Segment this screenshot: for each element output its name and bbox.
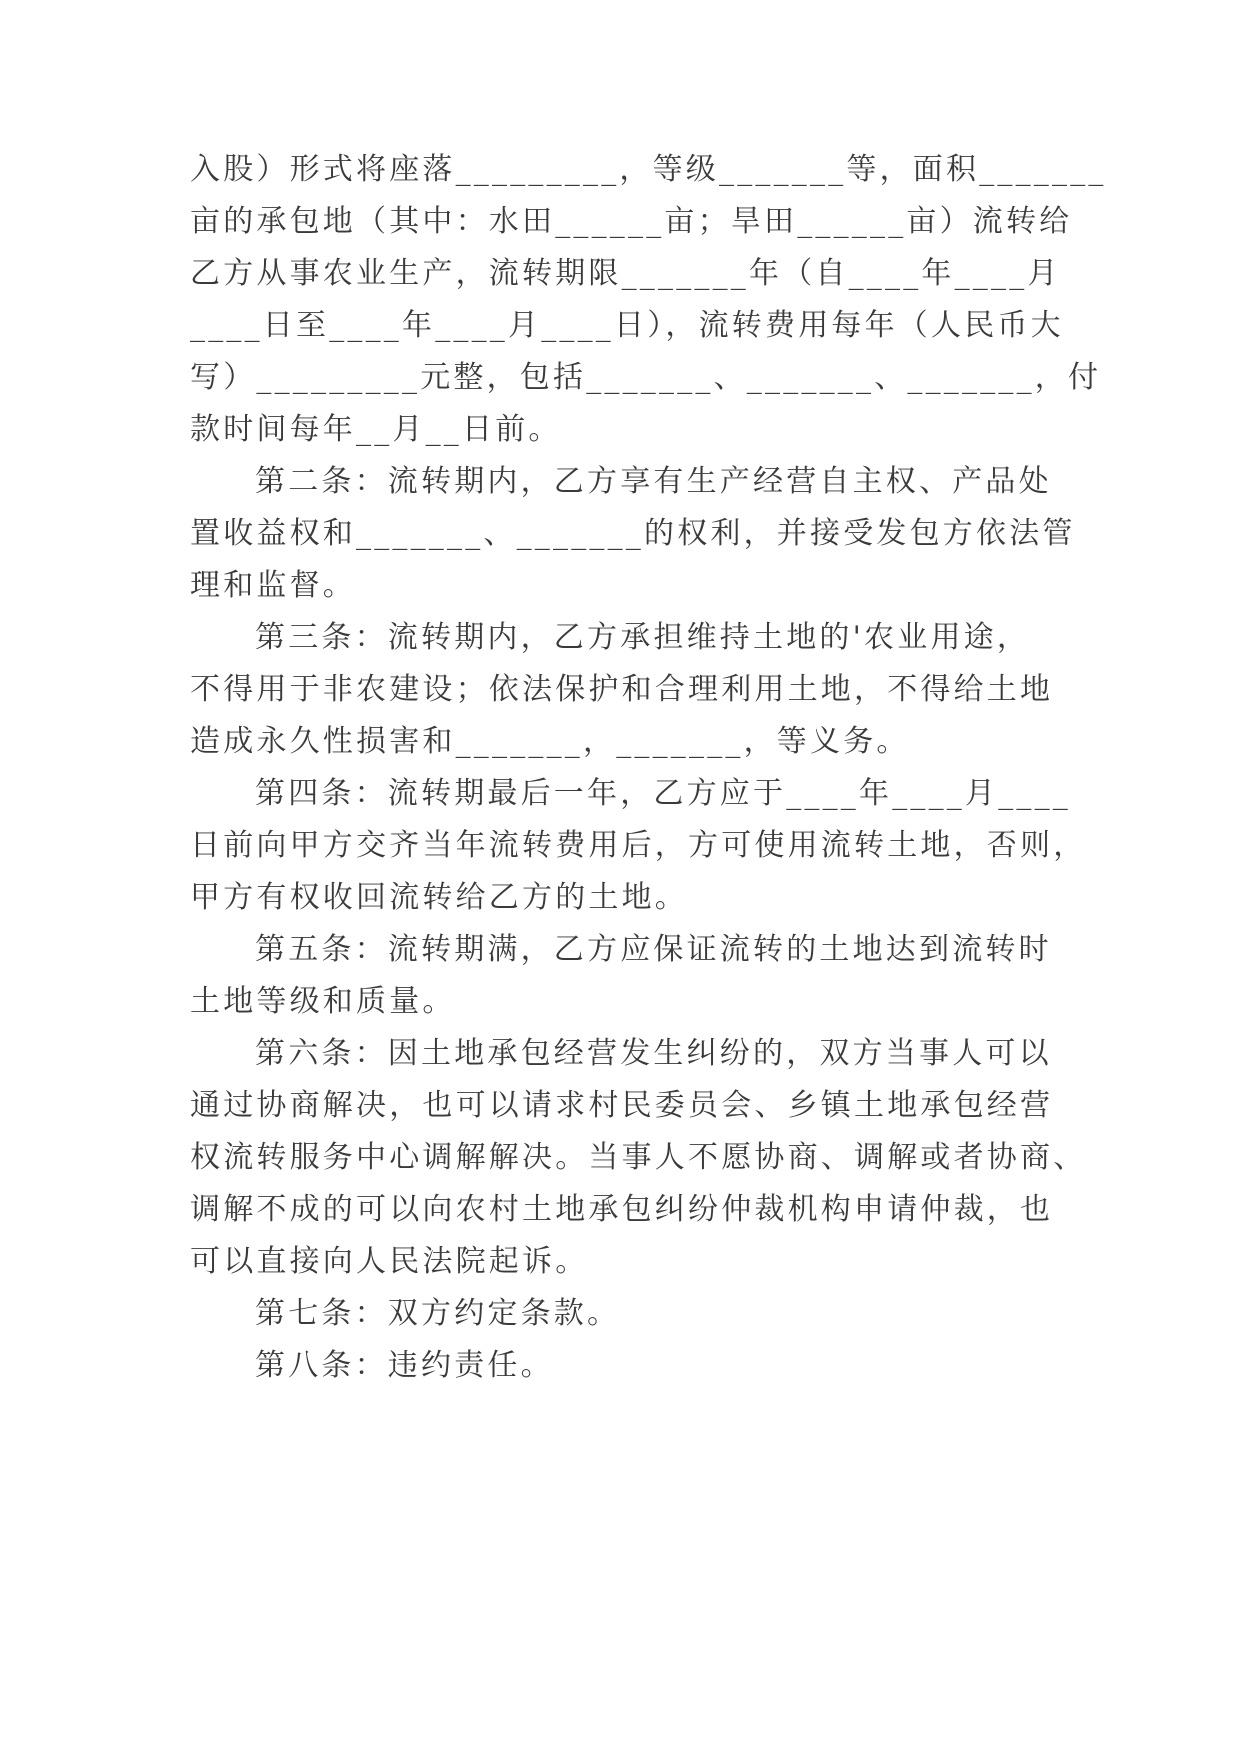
text-line: 入股）形式将座落_________，等级_______等，面积_______	[190, 152, 1107, 187]
text-line: 权流转服务中心调解解决。当事人不愿协商、调解或者协商、	[190, 1140, 1087, 1175]
text-line: 理和监督。	[190, 568, 356, 603]
article-2-heading: 第二条：流转期内，乙方享有生产经营自主权、产品处	[255, 464, 1052, 499]
article-8-heading: 第八条：违约责任。	[255, 1348, 554, 1383]
text-line: 置收益权和_______、_______的权利，并接受发包方依法管	[190, 516, 1076, 551]
text-line: 造成永久性损害和_______，_______，等义务。	[190, 724, 910, 759]
article-3-heading: 第三条：流转期内，乙方承担维持土地的'农业用途，	[255, 620, 1031, 655]
text-line: 土地等级和质量。	[190, 984, 456, 1019]
text-line: 乙方从事农业生产，流转期限_______年（自____年____月	[190, 256, 1061, 291]
article-4-heading: 第四条：流转期最后一年，乙方应于____年____月____	[255, 776, 1071, 811]
text-line: 款时间每年__月__日前。	[190, 412, 562, 447]
text-line: 通过协商解决，也可以请求村民委员会、乡镇土地承包经营	[190, 1088, 1054, 1123]
article-7-heading: 第七条：双方约定条款。	[255, 1296, 621, 1331]
article-5-heading: 第五条：流转期满，乙方应保证流转的土地达到流转时	[255, 932, 1052, 967]
text-line: 日前向甲方交齐当年流转费用后，方可使用流转土地，否则，	[190, 828, 1087, 863]
text-line: 亩的承包地（其中：水田______亩；旱田______亩）流转给	[190, 204, 1073, 239]
article-6-heading: 第六条：因土地承包经营发生纠纷的，双方当事人可以	[255, 1036, 1052, 1071]
text-line: 甲方有权收回流转给乙方的土地。	[190, 880, 688, 915]
text-line: ____日至____年____月____日），流转费用每年（人民币大	[190, 308, 1064, 343]
text-line: 调解不成的可以向农村土地承包纠纷仲裁机构申请仲裁，也	[190, 1192, 1054, 1227]
text-line: 写）_________元整，包括_______、_______、_______，付	[190, 360, 1102, 395]
text-line: 可以直接向人民法院起诉。	[190, 1244, 589, 1279]
text-line: 不得用于非农建设；依法保护和合理利用土地，不得给土地	[190, 672, 1054, 707]
